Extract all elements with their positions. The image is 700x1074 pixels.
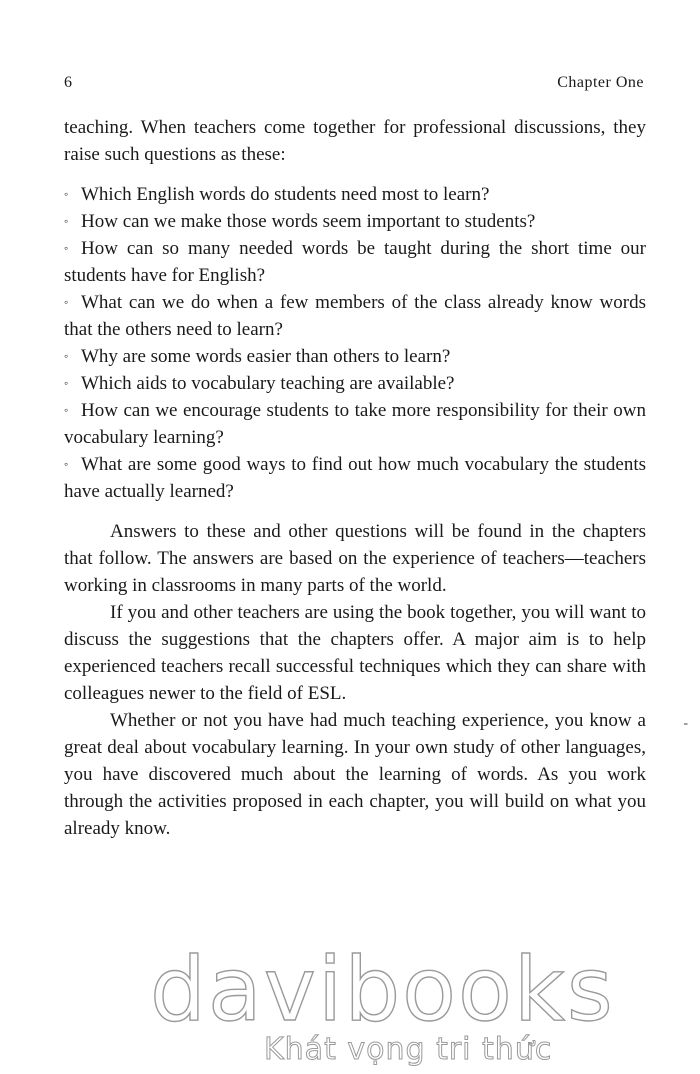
page-number: 6 — [64, 74, 72, 91]
chapter-label: Chapter One — [557, 74, 644, 91]
body-paragraph: Answers to these and other questions will be found in the chapters that follow. The answers are based on the experience of teachers—teachers working in classrooms in many parts of the world. — [64, 521, 646, 596]
body-paragraphs — [64, 518, 646, 842]
question-text: How can so many needed words be taught during the short time our students have for English? — [64, 238, 646, 286]
running-head — [64, 74, 644, 98]
question-item — [64, 289, 646, 343]
body-text — [64, 114, 646, 842]
bullet-icon: ◦ — [64, 241, 69, 255]
question-list — [64, 181, 646, 505]
watermark-brand: davibooks — [150, 938, 615, 1041]
question-text: How can we encourage students to take more responsibility for their own vocabulary learning? — [64, 400, 646, 448]
bullet-icon: ◦ — [64, 403, 69, 417]
question-text: What are some good ways to find out how much vocabulary the students have actually learned? — [64, 454, 646, 502]
bullet-icon: ◦ — [64, 214, 69, 228]
bullet-icon: ◦ — [64, 349, 69, 363]
question-item — [64, 235, 646, 289]
question-text: Why are some words easier than others to learn? — [81, 346, 451, 367]
question-text: Which aids to vocabulary teaching are available? — [81, 373, 455, 394]
watermark-tagline: Khát vọng tri thức — [264, 1032, 553, 1067]
question-item — [64, 181, 646, 208]
question-item — [64, 343, 646, 370]
bullet-icon: ◦ — [64, 295, 69, 309]
bullet-icon: ◦ — [64, 187, 69, 201]
question-item — [64, 370, 646, 397]
body-paragraph: Whether or not you have had much teaching experience, you know a great deal about vocabulary learning. In your own study of other languages, you have discovered much about the learning of words. As you work through the activities proposed in each chapter, you will build on what you already know. — [64, 710, 646, 839]
question-item — [64, 451, 646, 505]
watermark — [150, 938, 615, 1070]
body-paragraph: If you and other teachers are using the book together, you will want to discuss the suggestions that the chapters offer. A major aim is to help experienced teachers recall successful techniques which they can share with colleagues newer to the field of ESL. — [64, 602, 646, 704]
question-text: Which English words do students need most to learn? — [81, 184, 490, 205]
bullet-icon: ◦ — [64, 457, 69, 471]
question-text: How can we make those words seem important to students? — [81, 211, 536, 232]
question-text: What can we do when a few members of the class already know words that the others need to learn? — [64, 292, 646, 340]
bullet-icon: ◦ — [64, 376, 69, 390]
intro-paragraph: teaching. When teachers come together for professional discussions, they raise such questions as these: — [64, 117, 646, 165]
question-item — [64, 208, 646, 235]
edge-mark: - — [683, 716, 688, 731]
question-item — [64, 397, 646, 451]
